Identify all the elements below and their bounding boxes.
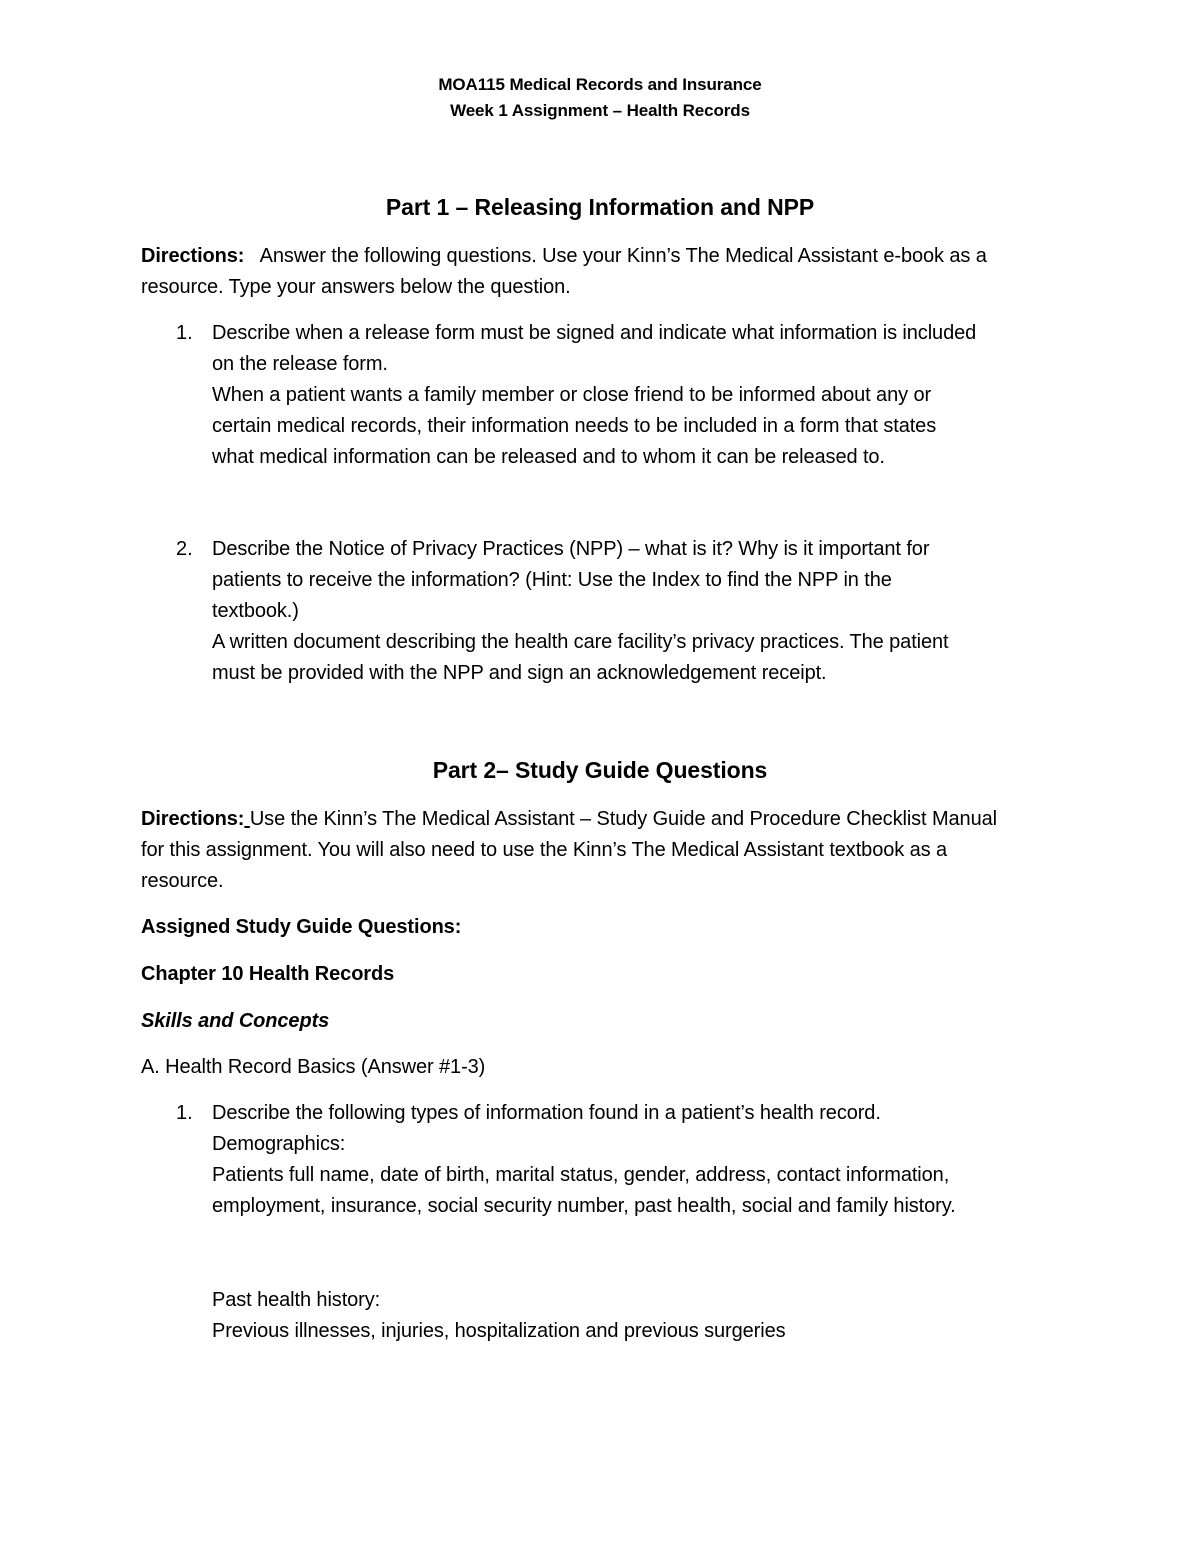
part1-q1-answer-line1: When a patient wants a family member or close friend to be informed about any or bbox=[212, 384, 932, 406]
part1-q1-number: 1. bbox=[176, 322, 193, 344]
past-health-label: Past health history: bbox=[212, 1289, 381, 1311]
course-title: MOA115 Medical Records and Insurance bbox=[438, 75, 762, 94]
part2-directions-label: Directions: bbox=[141, 808, 245, 830]
demographics-label: Demographics: bbox=[212, 1133, 346, 1155]
part1-q1-question-line2: on the release form. bbox=[212, 353, 388, 375]
part1-q1-answer-line2: certain medical records, their information needs to be included in a form that states bbox=[212, 415, 937, 437]
past-health-answer: Previous illnesses, injuries, hospitalization and previous surgeries bbox=[212, 1320, 786, 1342]
part1-q2-number: 2. bbox=[176, 538, 193, 560]
part1-q2-question-line2: patients to receive the information? (Hint: Use the Index to find the NPP in the bbox=[212, 569, 892, 591]
part1-q2-question-line3: textbook.) bbox=[212, 600, 299, 622]
part1-q2-answer-line2: must be provided with the NPP and sign an acknowledgement receipt. bbox=[212, 662, 827, 684]
demographics-answer-line1: Patients full name, date of birth, marital status, gender, address, contact information, bbox=[212, 1164, 950, 1186]
part2-directions bbox=[141, 807, 997, 831]
part2-directions-text: Use the Kinn’s The Medical Assistant – Study Guide and Procedure Checklist Manual bbox=[249, 808, 997, 830]
part1-directions-text: Answer the following questions. Use your Kinn’s The Medical Assistant e-book as a bbox=[259, 245, 987, 267]
part2-directions-line2: for this assignment. You will also need to use the Kinn’s The Medical Assistant textbook as a bbox=[141, 839, 947, 861]
section-heading: Skills and Concepts bbox=[141, 1010, 330, 1032]
subsection-heading: A. Health Record Basics (Answer #1-3) bbox=[141, 1056, 486, 1078]
part1-q2-question-line1: Describe the Notice of Privacy Practices (NPP) – what is it? Why is it important for bbox=[212, 538, 930, 560]
part2-directions-line3: resource. bbox=[141, 870, 224, 892]
part2-heading: Part 2– Study Guide Questions bbox=[432, 757, 768, 783]
part2-q1-number: 1. bbox=[176, 1102, 193, 1124]
part1-directions bbox=[141, 244, 987, 268]
part1-q2-answer-line1: A written document describing the health care facility’s privacy practices. The patient bbox=[212, 631, 949, 653]
part1-q1-question-line1: Describe when a release form must be signed and indicate what information is included bbox=[212, 322, 977, 344]
chapter-heading: Chapter 10 Health Records bbox=[141, 963, 395, 985]
part1-q1-answer-line3: what medical information can be released and to whom it can be released to. bbox=[212, 446, 885, 468]
assignment-title: Week 1 Assignment – Health Records bbox=[450, 101, 750, 120]
demographics-answer-line2: employment, insurance, social security number, past health, social and family history. bbox=[212, 1195, 956, 1217]
part2-q1-question: Describe the following types of information found in a patient’s health record. bbox=[212, 1102, 881, 1124]
part1-heading: Part 1 – Releasing Information and NPP bbox=[385, 194, 815, 220]
part1-directions-label: Directions: bbox=[141, 245, 245, 267]
part1-directions-line2: resource. Type your answers below the question. bbox=[141, 276, 571, 298]
assigned-questions-label: Assigned Study Guide Questions: bbox=[141, 916, 462, 938]
